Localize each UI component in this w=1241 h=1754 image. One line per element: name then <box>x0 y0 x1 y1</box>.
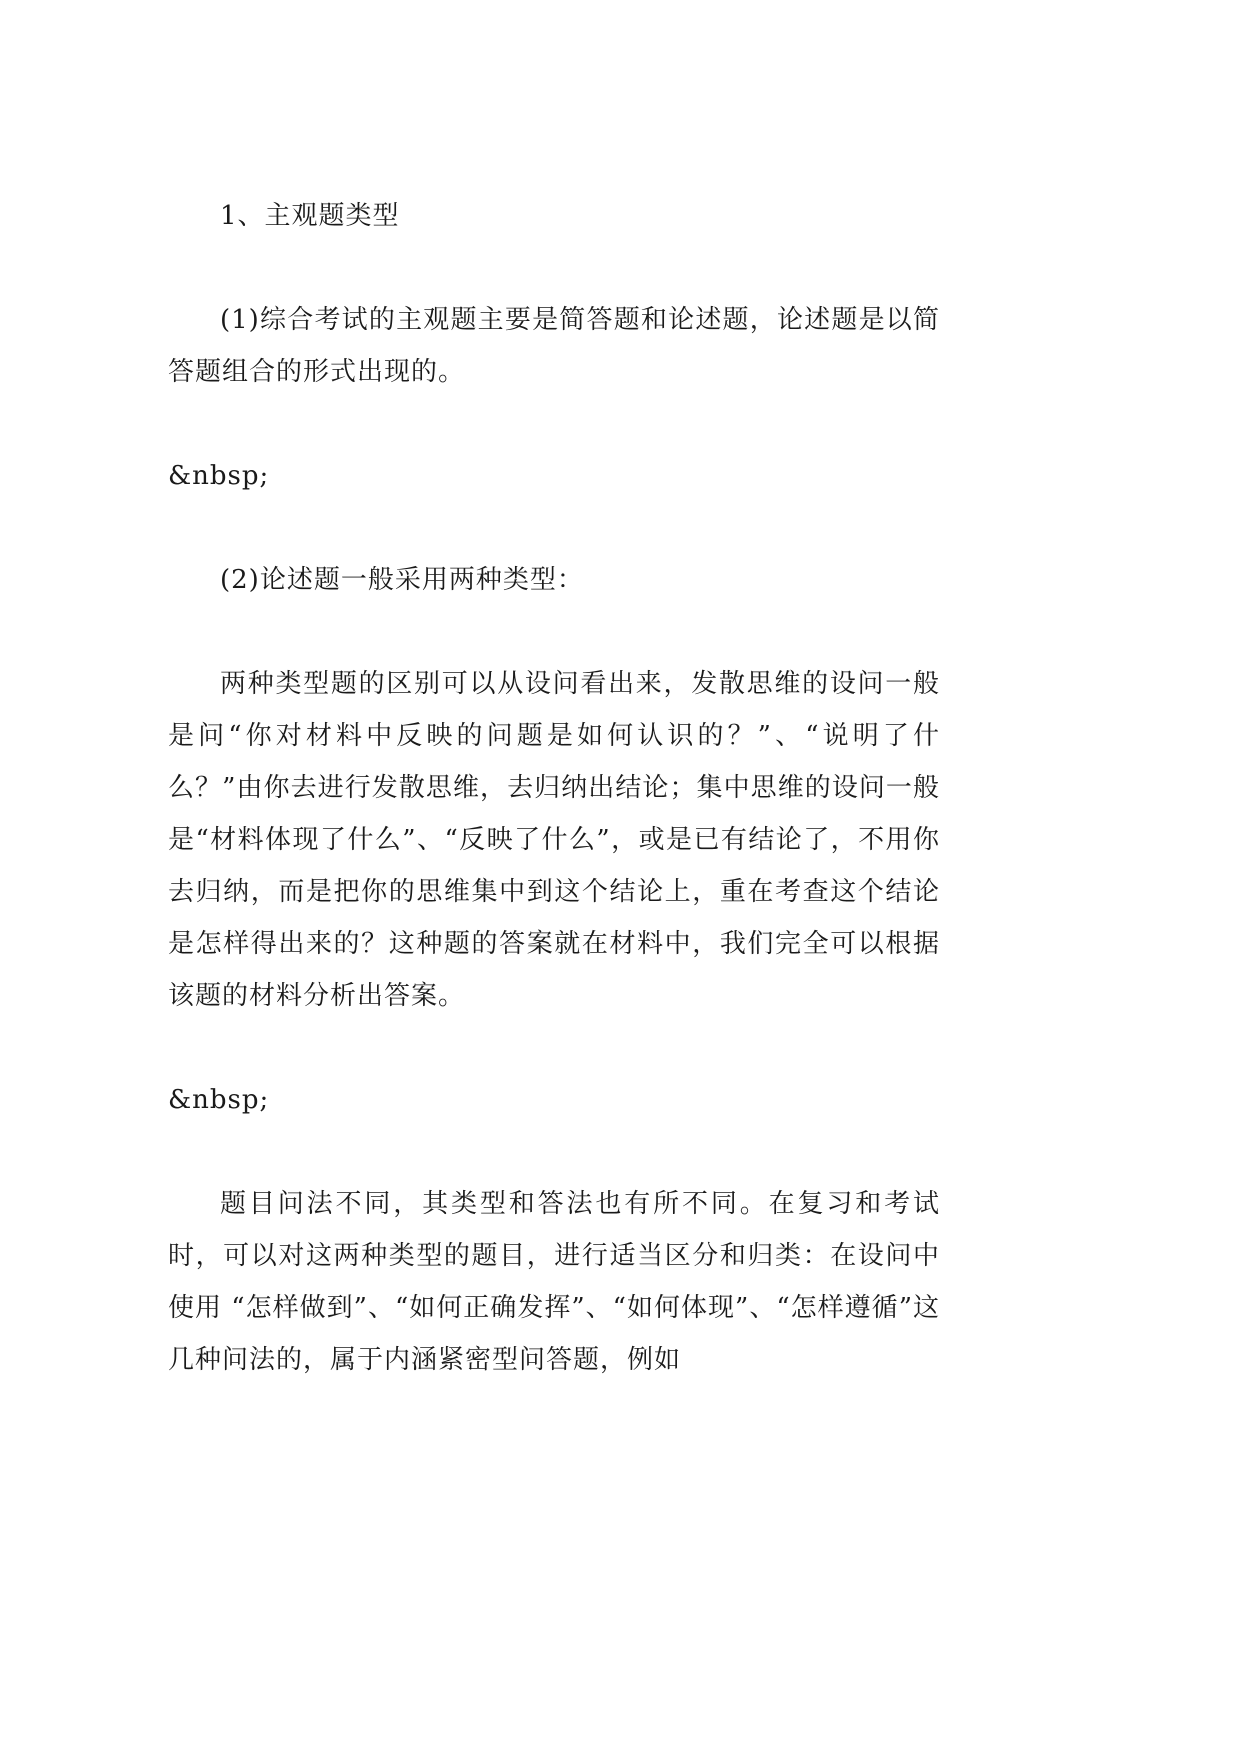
paragraph-1: (1)综合考试的主观题主要是简答题和论述题，论述题是以简答题组合的形式出现的。 <box>168 305 940 387</box>
paragraph-2: (2)论述题一般采用两种类型： <box>220 565 584 595</box>
paragraph-nbsp-2: &nbsp; <box>168 1085 270 1115</box>
paragraph-nbsp-1: &nbsp; <box>168 461 270 491</box>
document-body <box>168 190 940 1438</box>
paragraph-3: 两种类型题的区别可以从设问看出来，发散思维的设问一般是问“你对材料中反映的问题是如何认识的？”、“说明了什么？”由你去进行发散思维，去归纳出结论；集中思维的设问一般是“材料体现了什么”、“反映了什么”，或是已有结论了，不用你去归纳，而是把你的思维集中到这个结论上，重在考查这个结论是怎样得出来的？这种题的答案就在材料中，我们完全可以根据该题的材料分析出答案。 <box>168 669 940 1011</box>
section-heading: 1、主观题类型 <box>220 201 400 231</box>
paragraph-4: 题目问法不同，其类型和答法也有所不同。在复习和考试时，可以对这两种类型的题目，进行适当区分和归类：在设问中使用 “怎样做到”、“如何正确发挥”、“如何体现”、“怎样遵循”这几种问法的，属于内涵紧密型问答题，例如 <box>168 1189 940 1375</box>
